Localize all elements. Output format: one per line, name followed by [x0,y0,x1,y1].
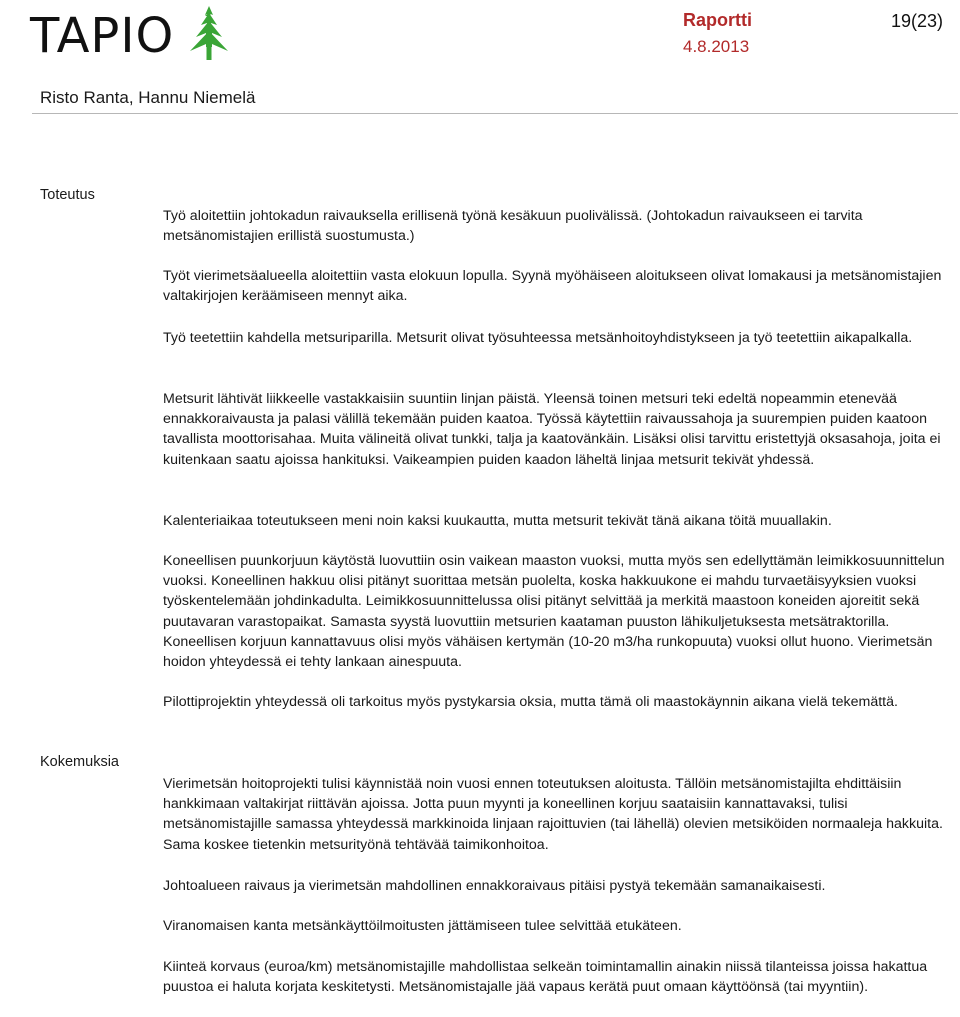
paragraph: Työt vierimetsäalueella aloitettiin vasta elokuun lopulla. Syynä myöhäiseen aloitukseen olivat lomakausi ja metsänomistajien valtakirjojen keräämiseen mennyt aika. [163,268,942,305]
logo-wordmark: TAPIO [30,8,175,64]
paragraph: Kalenteriaikaa toteutukseen meni noin kaksi kuukautta, mutta metsurit tekivät tänä aikana töitä muuallakin. [163,513,832,529]
paragraph: Työ teetettiin kahdella metsuriparilla. Metsurit olivat työsuhteessa metsänhoitoyhdistykseen ja työ teetettiin aikapalkalla. [163,330,913,346]
paragraph: Kiinteä korvaus (euroa/km) metsänomistajille mahdollistaa selkeän toimintamallin ainakin niissä tilanteissa joissa hakattua puustoa ei haluta korjata keskitetysti. Metsänomistajalle jää vapaus kerätä puut omaan käyttöönsä (tai myyntiin). [163,959,928,996]
section-label-toteutus: Toteutus [40,187,95,203]
paragraph: Työ aloitettiin johtokadun raivauksella erillisenä työnä kesäkuun puolivälissä. (Johtokadun raivaukseen ei tarvita metsänomistajien erillistä suostumusta.) [163,208,863,245]
paragraph: Metsurit lähtivät liikkeelle vastakkaisiin suuntiin linjan päistä. Yleensä toinen metsuri teki edeltä nopeammin etenevää ennakkoraivausta ja palasi välillä tekemään puiden kaatoa. Työssä käytettiin raivaussahoja ja suurempien puiden kaatoon tavallista moottorisahaa. Muita välineitä olivat tunkki, talja ja kaatovänkäin. Lisäksi olisi tarvittu eristettyjä oksasahoja, joita ei kuitenkaan saatu ajoissa hankituksi. Vaikeampien puiden kaadon läheltä linjaa metsurit tekivät yhdessä. [163,391,941,468]
page-number: 19(23) [890,11,943,31]
report-date: 4.8.2013 [683,37,750,56]
tapio-logo [30,6,230,66]
paragraph: Koneellisen puunkorjuun käytöstä luovuttiin osin vaikean maaston vuoksi, mutta myös sen edellyttämän leimikkosuunnittelun vuoksi. Koneellinen hakkuu olisi pitänyt suorittaa metsän puolelta, koska hakkuukone ei mahdu turvaetäisyyksien vuoksi työskentelemään johdinkadulta. Leimikkosuunnittelussa olisi pitänyt selvittää ja merkitä maastoon koneiden ajoreitit sekä puutavaran varastopaikat. Samasta syystä luovuttiin metsurien kaataman puuston lähikuljetuksesta metsätraktorilla. Koneellisen korjuun kannattavuus olisi myös vähäisen kertymän (10-20 m3/ha runkopuuta) vuoksi ollut huono. Vierimetsän hoidon yhteydessä ei tehty lankaan ainespuuta. [163,553,945,671]
report-title: Raportti [683,10,752,30]
paragraph: Viranomaisen kanta metsänkäyttöilmoitusten jättämiseen tulee selvittää etukäteen. [163,918,682,934]
header-divider [32,113,958,114]
paragraph: Pilottiprojektin yhteydessä oli tarkoitus myös pystykarsia oksia, mutta tämä oli maastokäynnin aikana vielä tekemättä. [163,694,898,710]
authors: Risto Ranta, Hannu Niemelä [40,88,256,107]
paragraph: Johtoalueen raivaus ja vierimetsän mahdollinen ennakkoraivaus pitäisi pystyä tekemään samanaikaisesti. [163,878,826,894]
section-label-kokemuksia: Kokemuksia [40,754,119,770]
spruce-tree-icon [188,6,230,62]
paragraph: Vierimetsän hoitoprojekti tulisi käynnistää noin vuosi ennen toteutuksen aloitusta. Tällöin metsänomistajilta ehdittäisiin hankkimaan valtakirjat riittävän ajoissa. Jotta puun myynti ja koneellinen korjuu saataisiin kannattavaksi, tulisi metsänomistajille samassa yhteydessä markkinoida linjaan rajoittuvien (tai lähellä) olevien metsiköiden normaaleja hakkuita. Sama koskee tietenkin metsurityönä tehtävää taimikonhoitoa. [163,776,943,853]
